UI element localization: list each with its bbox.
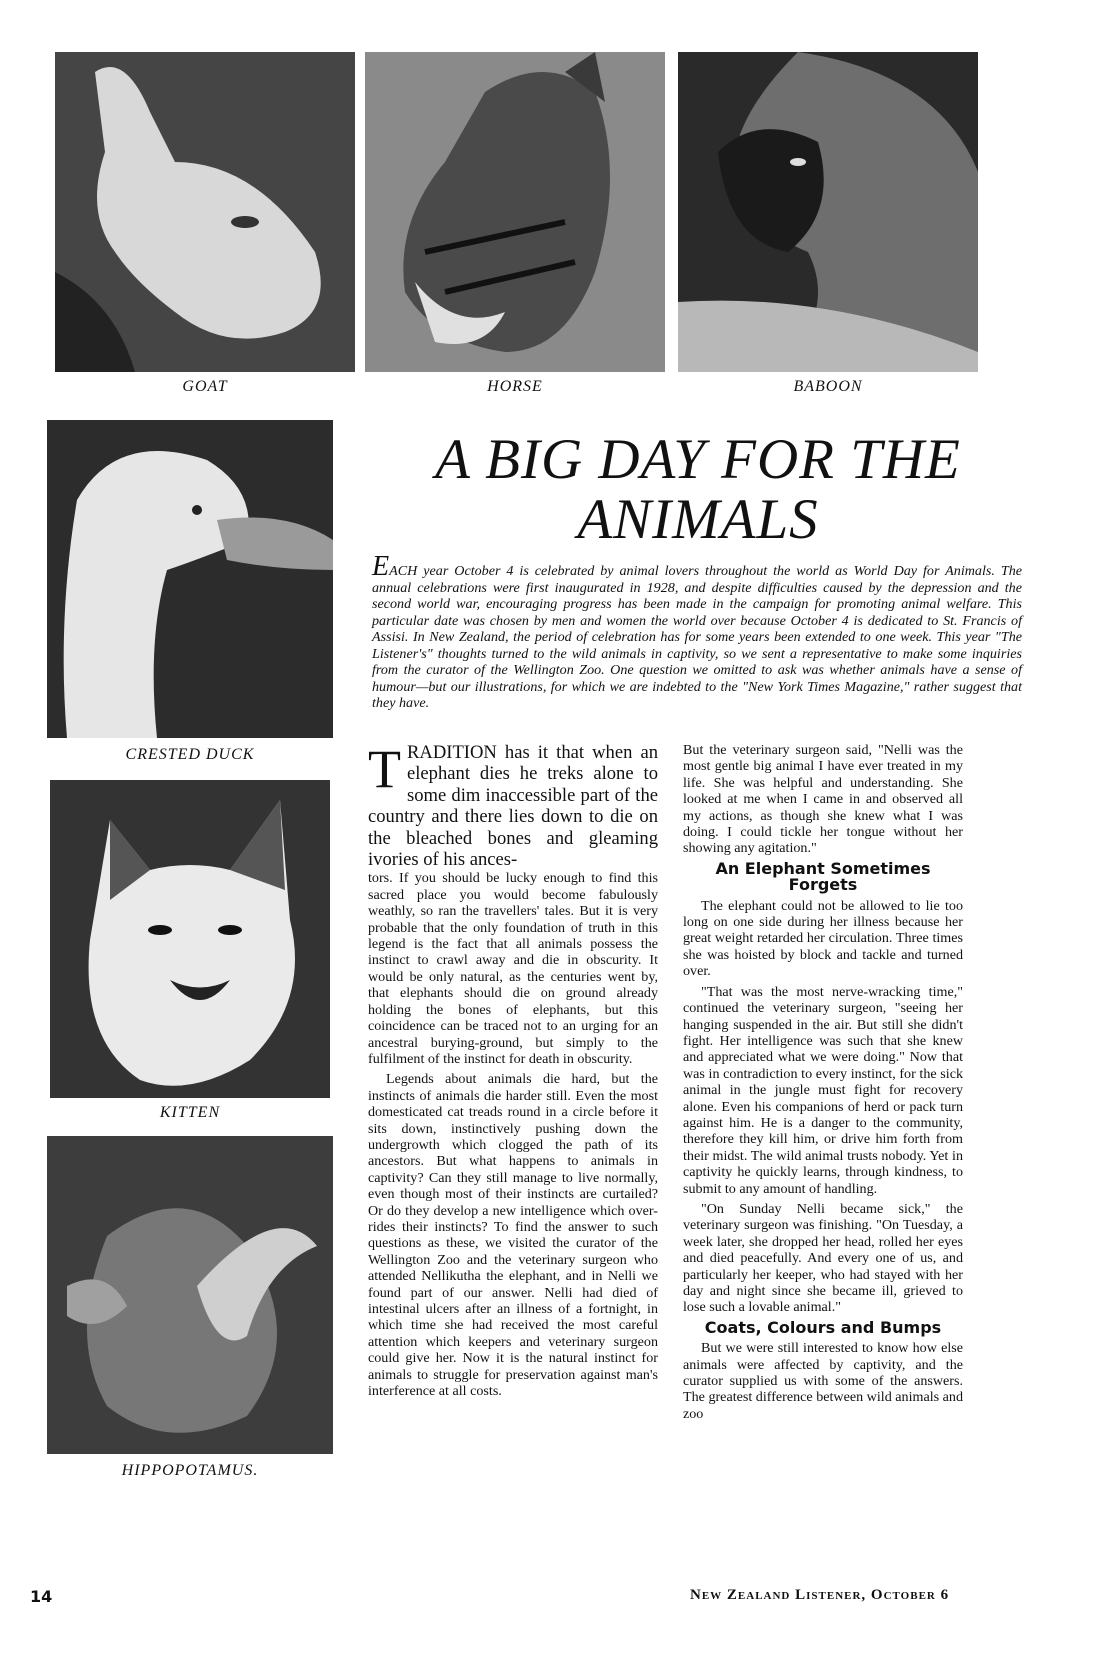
baboon-photo — [678, 52, 978, 372]
goat-caption: GOAT — [182, 378, 228, 395]
intro-dropcap: E — [372, 551, 390, 582]
article-intro — [372, 551, 1022, 712]
subhead-elephant-forgets: An Elephant Sometimes Forgets — [715, 858, 931, 895]
subhead-coats-colours: Coats, Colours and Bumps — [704, 1317, 942, 1337]
intro-text: ACH year October 4 is celebrated by animal lovers throughout the world as World Day for Animals. The annual celebrations were first inaugurated in 1928, and despite difficulties caused by the depression and the second world war, encouraging progress has been made in the campaign for promoting animal welfare. This particular date was chosen by men and women the world over because October 4 is dedicated to St. Francis of Assisi. In New Zealand, the period of celebration has for some years been extended to one week. This year "The Listener's" thoughts turned to the wild animals in captivity, so we sent a representative to make some inquiries from the curator of the Wellington Zoo. One question we omitted to ask was whether animals have a sense of humour—but our illustrations, for which we are indebted to the "New York Times Magazine," rather suggest that they have. — [372, 563, 1022, 711]
crested-duck-photo — [47, 420, 333, 738]
col1-paragraph-2: Legends about animals die hard, but the instincts of animals die harder still. Even the most domesticated cat treads round in a circle before it sits down, instinctively pushing down the undergrowth which clogged the path of its ancestors. But what happens to animals in captivity? Can they still manage to live normally, even though most of their instincts are curtailed? Or do they develop a new intelligence which over-rides their instincts? To find the answer to such questions as these, we visited the curator of the Wellington Zoo and the veterinary surgeon who attended Nellikutha the elephant, and in Nelli we found part of our answer. Nelli had died of intestinal ulcers after an illness of a fortnight, in which time she had received the most careful attention which keepers and veterinary surgeon could give her. Now it is the natural instinct for animals to struggle for preservation against man's interference at all costs. — [368, 1071, 658, 1400]
col2-paragraph-2: The elephant could not be allowed to lie too long on one side during her illness because her great weight retarded her circulation. Three times she was hoisted by block and tackle and turned over. — [683, 897, 963, 980]
crested-duck-caption: CRESTED DUCK — [125, 746, 255, 763]
col2-paragraph-5: But we were still interested to know how else animals were affected by captivity, and the curator supplied us with some of the answers. The greatest difference between wild animals and zoo — [683, 1340, 963, 1422]
horse-photo — [365, 52, 665, 372]
kitten-photo — [50, 780, 330, 1098]
hippopotamus-photo — [47, 1136, 333, 1454]
hippopotamus-caption: HIPPOPOTAMUS. — [121, 1462, 259, 1479]
article-column-1 — [368, 739, 658, 1403]
article-column-2 — [683, 742, 963, 1426]
baboon-caption: BABOON — [793, 378, 863, 395]
article-title: A BIG DAY FOR THE ANIMALS — [435, 428, 961, 551]
lead-dropcap: T — [368, 739, 401, 799]
col2-paragraph-3: "That was the most nerve-wracking time," continued the veterinary surgeon, "seeing her hanging suspended in the air. But still she didn't fight. Her intelligence was such that she knew and appreciated what we were doing." Now that was in contradiction to every instinct, for the sick animal in the jungle must fight for recovery alone. Even his companions of herd or pack turn against him. He is a danger to the community, therefore they kill him, or drive him forth from their midst. The wild animal trusts nobody. Yet in captivity he quickly learns, through kindness, to submit to any amount of handling. — [683, 983, 963, 1197]
lead-paragraph: TRADITION has it that when an elephant dies he treks alone to some dim inaccessible part of the country and there lies down to die on the bleached bones and gleaming ivories of his ances- — [368, 739, 658, 871]
col1-paragraph-1: tors. If you should be lucky enough to find this sacred place you would become fabulously weathly, so ran the travellers' tales. But it is very probable that the only foundation of truth in this legend is the fact that all animals possess the instinct to crawl away and die in obscurity. It would be only natural, as the centuries went by, that elephants should die on ground already holding the bones of elephants, but this coincidence can be traced not to an urging for an ancestral burying-ground, but simply to the fulfilment of the instinct for death in obscurity. — [368, 870, 658, 1067]
publication-footer: New Zealand Listener, October 6 — [690, 1587, 950, 1603]
col2-paragraph-1: But the veterinary surgeon said, "Nelli was the most gentle big animal I have ever treated in my life. She was helpful and understanding. She looked at me when I came in and observed all my actions, as though she knew what I was doing. I could tickle her tongue without her showing any agitation." — [683, 742, 963, 857]
goat-photo — [55, 52, 355, 372]
col2-paragraph-4: "On Sunday Nelli became sick," the veterinary surgeon was finishing. "On Tuesday, a week later, she dropped her head, rolled her eyes and died peacefully. And every one of us, and particularly her keeper, who had stayed with her day and night since she became ill, grieved to lose such a lovable animal." — [683, 1200, 963, 1316]
page-number: 14 — [30, 1587, 53, 1606]
kitten-caption: KITTEN — [159, 1104, 221, 1121]
horse-caption: HORSE — [487, 378, 543, 395]
